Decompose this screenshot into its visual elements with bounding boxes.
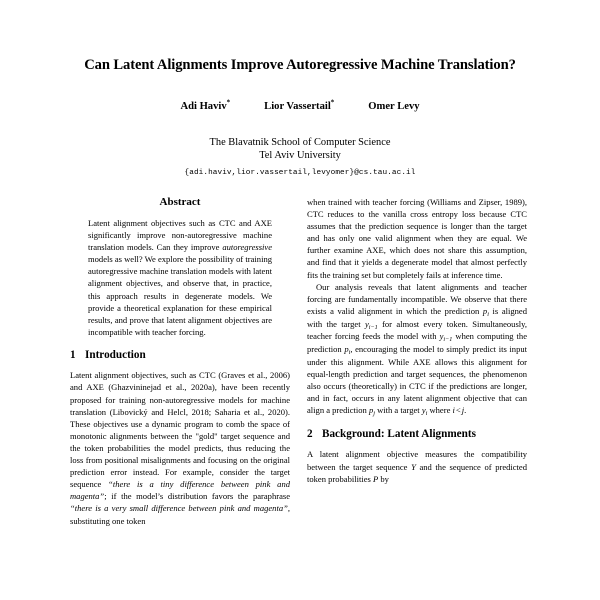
page-title: Can Latent Alignments Improve Autoregressive Machine Translation? xyxy=(84,57,516,73)
author-name: Omer Levy xyxy=(368,100,420,112)
math-y-i: $y_i$ xyxy=(421,405,428,418)
math-p-i: $p_i$ xyxy=(344,344,351,357)
math-p-i: $p_i$ xyxy=(482,305,489,318)
math-p-j: $p_j$ xyxy=(368,405,375,418)
abstract-paragraph: Latent alignment objectives such as CTC and AXE significantly improve non-autoregressive machine translation models. Can they improve autoregressive models as well? We explore the possibility of training autoregressive machine translation models with latent alignment objectives, and observe that, in practice, this approach results in degenerate models. We provide a theoretical explanation for these empirical results, and prove that latent alignment objectives are incompatible with teacher forcing. xyxy=(88,218,272,337)
continued-paragraph: when trained with teacher forcing (Williams and Zipser, 1989), CTC reduces to the vanilla cross entropy loss because CTC assumes that the prediction sequence is longer than the target and has only one valid alignment when they are equal. We further examine AXE, which does not share this assumption, and find that it yields a degenerate model that almost perfectly fits the training set but completely fails at inference time. xyxy=(307,197,527,280)
section-heading-background xyxy=(307,428,527,441)
math-inequality: i<j xyxy=(452,405,465,416)
example-target-sequence: “there is a tiny difference between pink and magenta” xyxy=(70,479,290,502)
section-number: 1 xyxy=(70,348,76,361)
section-title: Introduction xyxy=(85,348,146,361)
affiliation-university: Tel Aviv University xyxy=(259,150,341,162)
author-name: Lior Vassertail xyxy=(264,100,331,112)
math-P: P xyxy=(373,473,379,484)
example-paraphrase: “there is a very small difference between pink and magenta” xyxy=(70,503,288,514)
title-block xyxy=(0,0,600,178)
body-columns xyxy=(0,196,600,600)
author-entry xyxy=(180,97,231,112)
author-entry xyxy=(368,101,419,112)
abstract-body xyxy=(88,217,272,338)
right-column xyxy=(307,196,527,600)
math-Y: Y xyxy=(411,461,416,472)
author-name: Adi Haviv xyxy=(180,100,227,112)
section-title: Background: Latent Alignments xyxy=(322,428,476,441)
author-footnote-mark: * xyxy=(330,97,335,106)
math-y-i-minus-1: $y_{i-1}$ xyxy=(439,331,453,344)
math-y-i-minus-1: $y_{i-1}$ xyxy=(364,318,378,331)
abstract-heading: Abstract xyxy=(159,196,201,208)
section-number: 2 xyxy=(307,428,313,441)
section-heading-introduction xyxy=(70,349,290,362)
author-list xyxy=(0,97,600,112)
background-paragraph: A latent alignment objective measures the compatibility between the target sequence Y and the sequence of predicted token probabilities P by xyxy=(307,449,527,484)
author-footnote-mark: * xyxy=(226,97,231,106)
author-entry xyxy=(264,97,335,112)
affiliation-school: The Blavatnik School of Computer Science xyxy=(209,136,391,148)
left-column xyxy=(70,196,290,600)
intro-paragraph: Latent alignment objectives, such as CTC (Graves et al., 2006) and AXE (Ghazvininejad et al., 2020a), have been recently proposed for training non-autoregressive models for machine translation (Libovický and Helcl, 2018; Saharia et al., 2020). These objectives use a dynamic program to comb the space of monotonic alignments between the "gold" target sequence and the token probabilities the model predicts, thus reducing the loss from positional misalignments and focusing on the original prediction error instead. For example, consider the target sequence “there is a tiny difference between pink and magenta”; if the model’s distribution favors the paraphrase “there is a very small difference between pink and magenta”, substituting one token xyxy=(70,370,290,526)
abstract-emphasis: autoregressive xyxy=(222,242,272,253)
author-emails: {adi.haviv,lior.vassertail,levyomer}@cs.tau.ac.il xyxy=(184,168,416,177)
analysis-paragraph: Our analysis reveals that latent alignments and teacher forcing are fundamentally incompatible. We observe that there exists a valid alignment in which the prediction $p_i$ is aligned with the target $y_{i-1}$ for almost every token. Simultaneously, teacher forcing feeds the model with $y_{i-1}$ when computing the prediction $p_i$, encouraging the model to simply predict its input under this alignment. While AXE allows this alignment for equal-length prediction and target sequences, the phenomenon also occurs (theoretically) in CTC if the predictions are longer, and in fact, occurs in any latent alignment objective that can align a prediction $p_j$ with a target $y_i$ where i<j. xyxy=(307,281,527,418)
affiliation-block xyxy=(0,136,600,179)
